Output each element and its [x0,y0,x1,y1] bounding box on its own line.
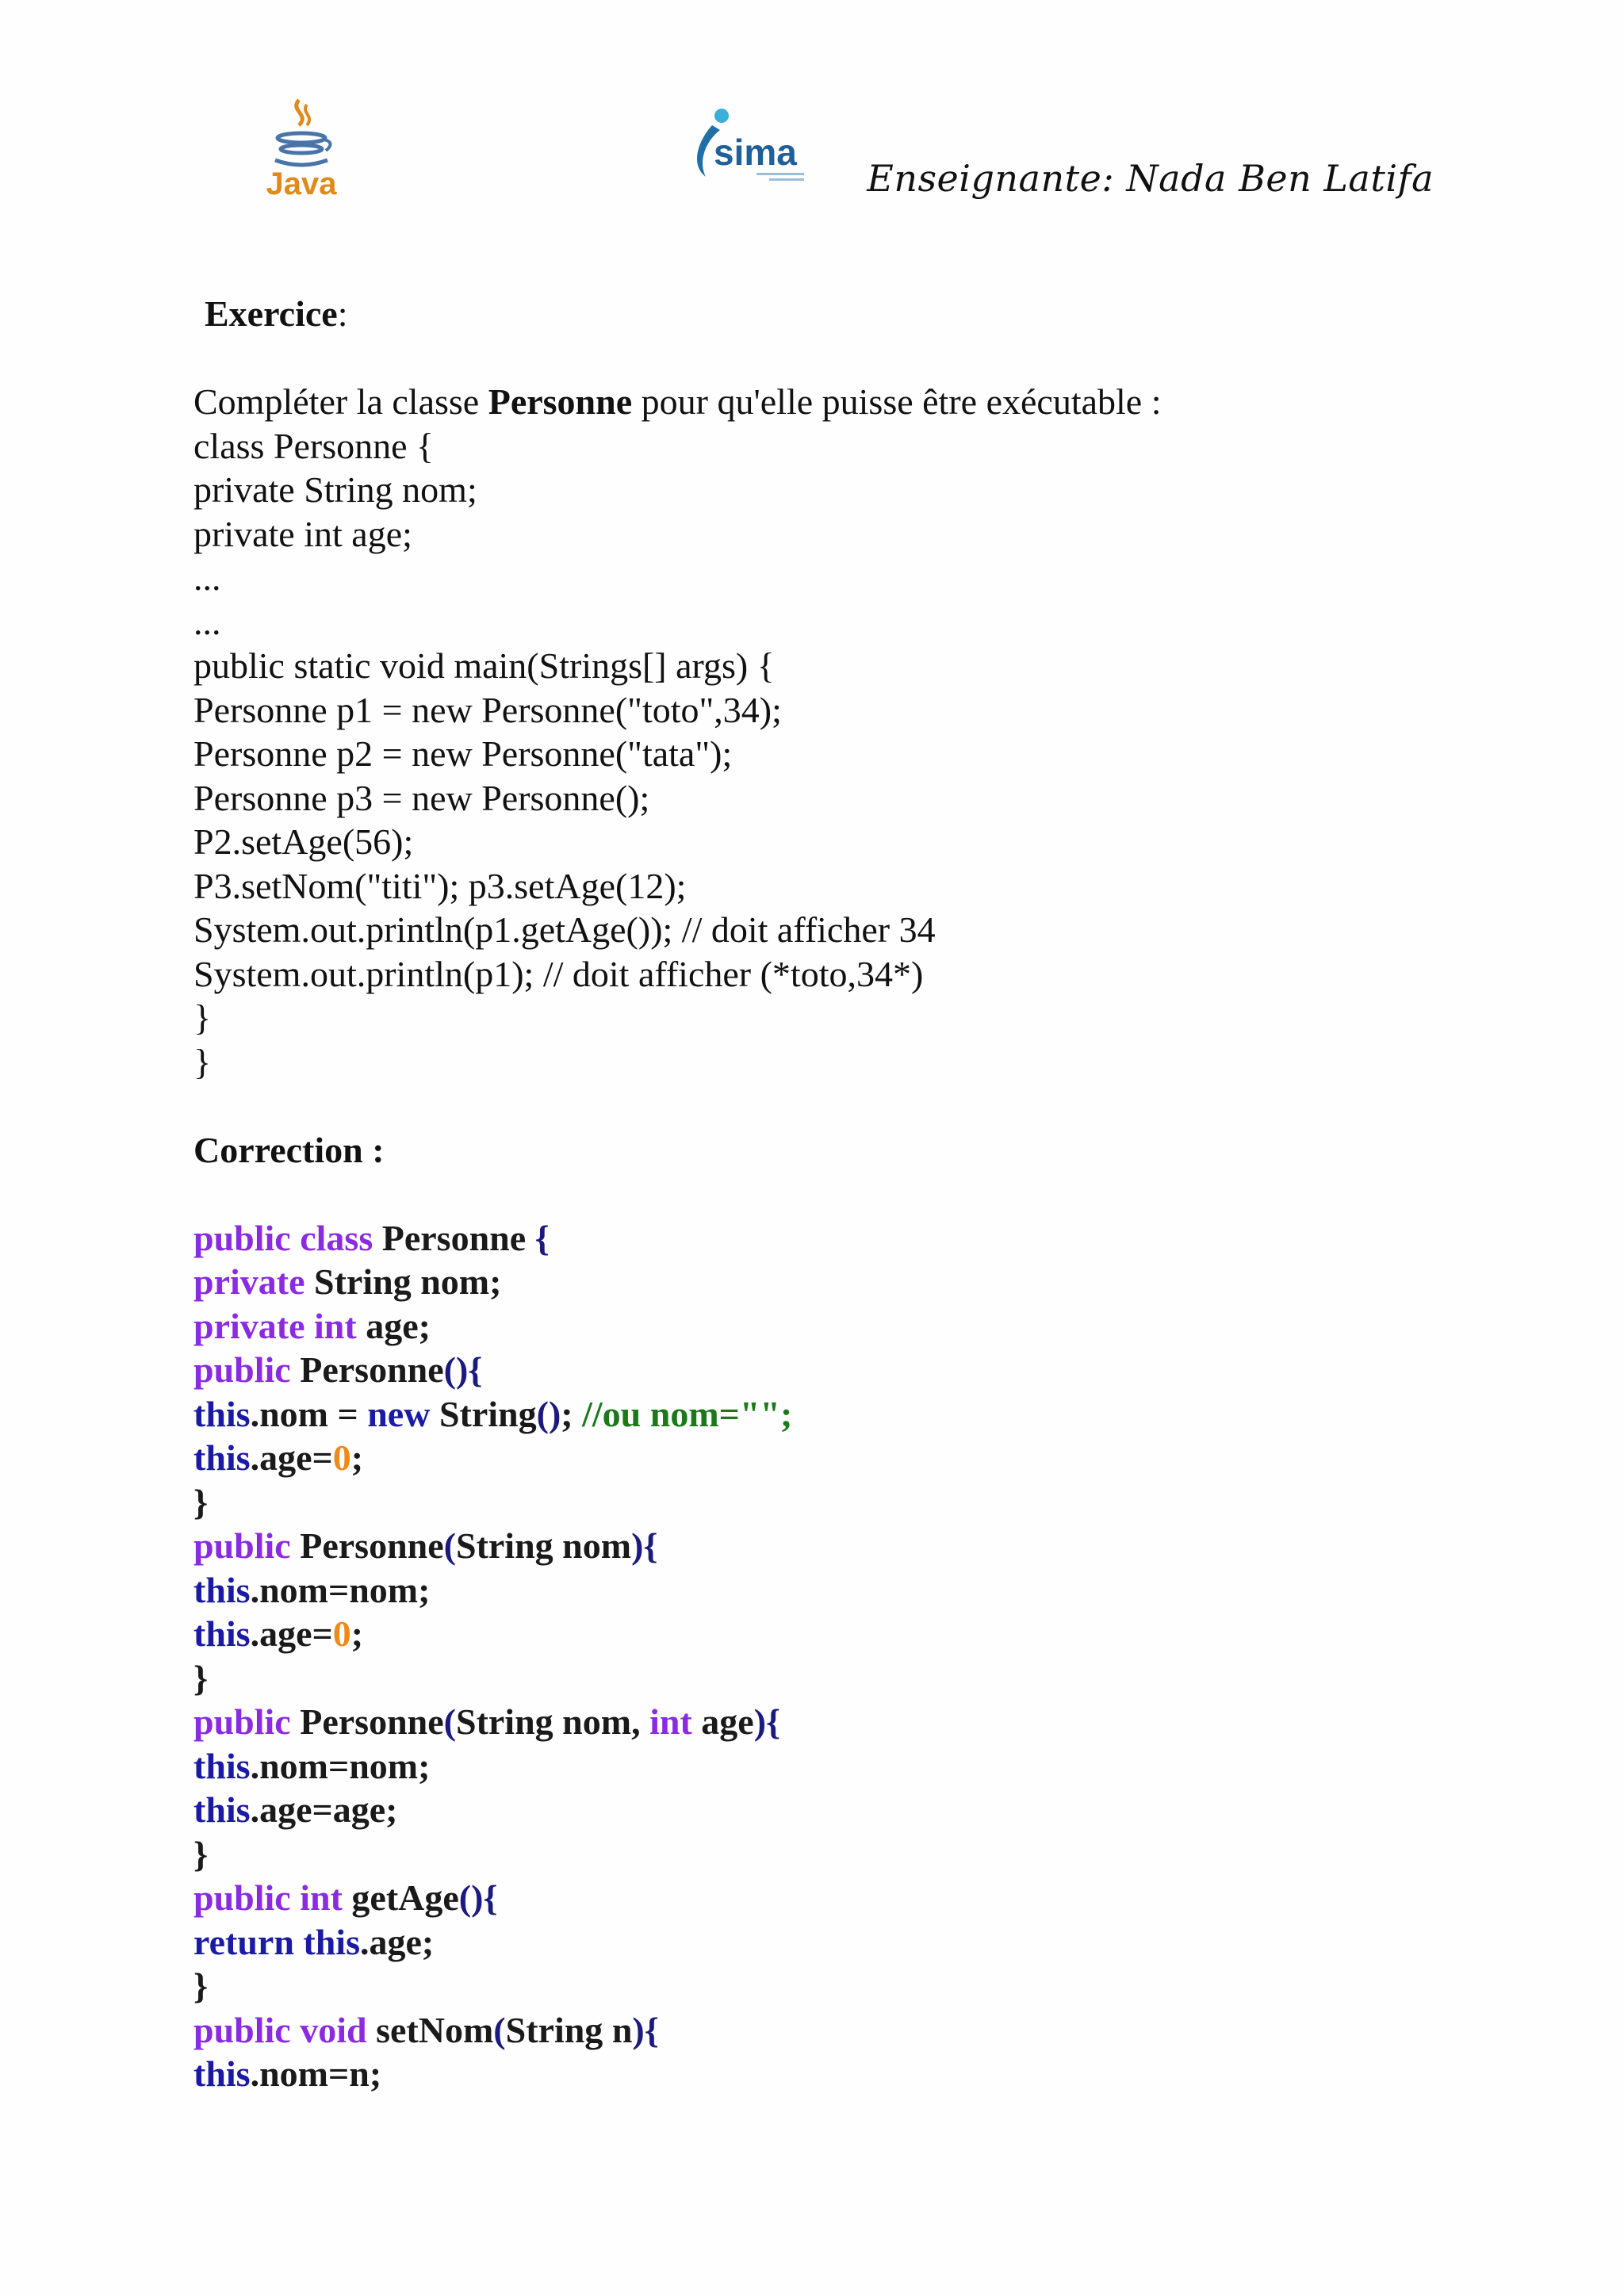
code-line: public Personne(String nom, int age){ [193,1701,781,1742]
code-line: P2.setAge(56); [193,821,414,862]
java-cup-icon [258,94,345,173]
code-line: P3.setNom("titi"); p3.setAge(12); [193,865,687,906]
code-line: this.nom=nom; [193,1569,431,1610]
code-line: Personne p3 = new Personne(); [193,777,650,818]
code-line: public void setNom(String n){ [193,2009,659,2050]
code-line: } [193,997,212,1038]
correction-code [193,1216,1446,2096]
exercise-code [193,424,1446,1085]
code-line: private String nom; [193,469,477,510]
exercise-intro: Compléter la classe Personne pour qu'elle puisse être exécutable : [193,381,1162,422]
code-line: this.nom=nom; [193,1745,431,1786]
code-line: public Personne(){ [193,1349,483,1390]
code-line: public int getAge(){ [193,1877,498,1918]
code-line: this.age=0; [193,1437,364,1478]
teacher-name: Enseignante: Nada Ben Latifa [867,157,1434,200]
code-line: } [193,1833,209,1874]
code-line: } [193,1041,212,1082]
code-line: this.age=0; [193,1613,364,1654]
document-body [193,292,1446,2096]
code-line: class Personne { [193,425,435,466]
code-line: System.out.println(p1.getAge()); // doit afficher 34 [193,909,936,950]
code-line: this.age=age; [193,1789,398,1830]
code-line: return this.age; [193,1921,435,1962]
code-line: System.out.println(p1); // doit afficher (*toto,34*) [193,953,924,994]
isima-logo-text: sima [714,132,797,173]
isima-dot-icon [714,109,729,123]
code-line: private int age; [193,513,412,554]
java-logo [258,94,345,201]
code-line: public Personne(String nom){ [193,1525,658,1566]
code-line: ... [193,601,221,642]
code-line: public class Personne { [193,1217,550,1258]
code-line: } [193,1965,209,2006]
code-line: private String nom; [193,1261,502,1302]
exercise-heading: Exercice: [205,293,348,334]
code-line: public static void main(Strings[] args) { [193,645,775,686]
code-line: private int age; [193,1305,431,1346]
code-line: Personne p1 = new Personne("toto",34); [193,689,782,730]
code-line: Personne p2 = new Personne("tata"); [193,733,733,774]
isima-logo [674,101,809,189]
code-line: ... [193,557,221,598]
code-line: this.nom=n; [193,2053,382,2094]
code-line: } [193,1657,209,1698]
code-line: } [193,1481,209,1522]
code-line: this.nom = new String(); //ou nom=""; [193,1393,793,1434]
correction-heading: Correction : [193,1129,385,1170]
java-logo-text: Java [266,166,337,201]
